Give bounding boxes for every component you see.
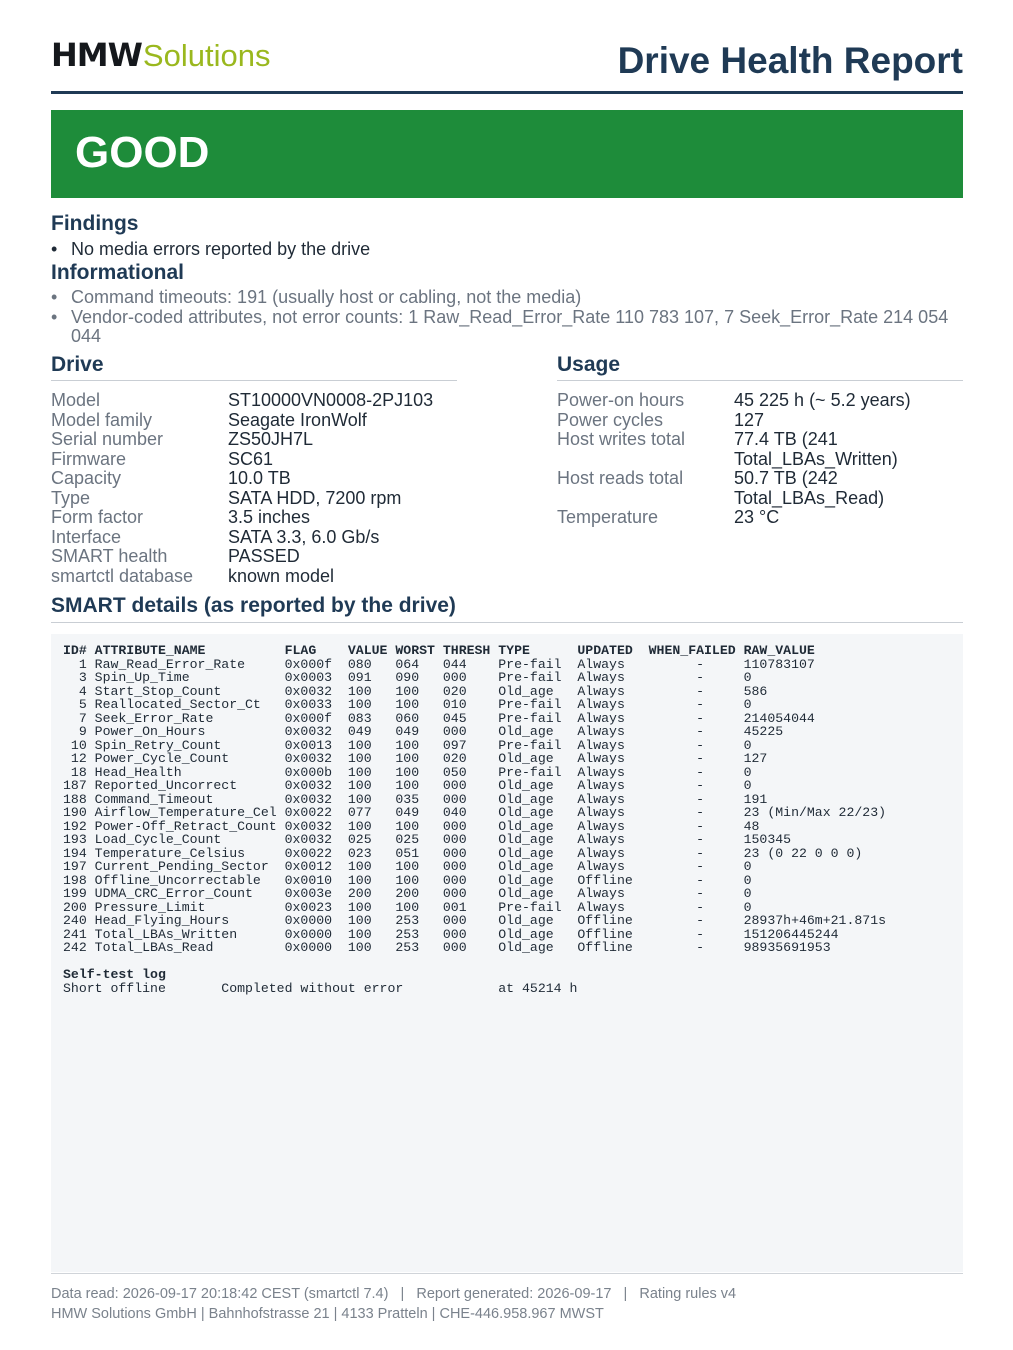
report-footer bbox=[51, 1284, 736, 1324]
smart-table-row: 10 Spin_Retry_Count 0x0013 100 100 097 Pre-fail Always - 0 bbox=[63, 737, 752, 753]
drive-row bbox=[51, 450, 501, 470]
drive-row bbox=[51, 528, 501, 548]
usage-title: Usage bbox=[557, 353, 621, 376]
drive-label: Model bbox=[51, 390, 101, 410]
informational-title: Informational bbox=[51, 261, 185, 284]
findings-list bbox=[51, 240, 963, 260]
smart-table-row: 240 Head_Flying_Hours 0x0000 100 253 000 Old_age Offline - 28937h+46m+21.871s bbox=[63, 913, 887, 928]
drive-value: 10.0 TB bbox=[228, 468, 291, 488]
drive-table bbox=[51, 391, 501, 586]
smart-table-row: 242 Total_LBAs_Read 0x0000 100 253 000 Old_age Offline - 98935691953 bbox=[63, 940, 831, 955]
usage-row bbox=[557, 391, 963, 411]
smart-table-row: 200 Pressure_Limit 0x0023 100 100 001 Pre-fail Always - 0 bbox=[63, 899, 752, 915]
usage-value: 77.4 TB (241 Total_LBAs_Written) bbox=[734, 429, 898, 469]
selftest-entry: Short offline Completed without error at 45214 h bbox=[63, 980, 578, 996]
footer-divider bbox=[51, 1273, 963, 1274]
drive-label: Firmware bbox=[51, 448, 126, 469]
drive-value: SATA 3.3, 6.0 Gb/s bbox=[228, 526, 380, 547]
drive-label: Capacity bbox=[51, 468, 122, 488]
smart-table-row: 7 Seek_Error_Rate 0x000f 083 060 045 Pre-fail Always - 214054044 bbox=[63, 710, 815, 726]
drive-row bbox=[51, 567, 501, 587]
smart-table-row: 241 Total_LBAs_Written 0x0000 100 253 000 Old_age Offline - 151206445244 bbox=[63, 926, 839, 942]
smart-table-header: ID# ATTRIBUTE_NAME FLAG VALUE WORST THRESH TYPE UPDATED WHEN_FAILED RAW_VALUE bbox=[63, 643, 815, 658]
report-title: Drive Health Report bbox=[617, 40, 963, 81]
usage-label: Host reads total bbox=[557, 468, 684, 488]
usage-row bbox=[557, 508, 963, 528]
informational-list bbox=[51, 288, 956, 347]
smart-details-box bbox=[51, 634, 963, 1272]
drive-row bbox=[51, 411, 501, 431]
usage-value: 45 225 h (~ 5.2 years) bbox=[734, 390, 911, 410]
smart-table-row: 194 Temperature_Celsius 0x0022 023 051 000 Old_age Always - 23 (0 22 0 0 0) bbox=[63, 845, 863, 861]
usage-divider bbox=[557, 380, 963, 381]
informational-item: • Vendor-coded attributes, not error counts: 1 Raw_Read_Error_Rate 110 783 107, 7 Seek_Error_Rate 214 054 044 bbox=[51, 308, 956, 347]
usage-row bbox=[557, 411, 963, 431]
informational-item: • Command timeouts: 191 (usually host or cabling, not the media) bbox=[51, 288, 956, 308]
findings-item: • No media errors reported by the drive bbox=[51, 240, 963, 260]
usage-value: 127 bbox=[734, 409, 765, 430]
drive-label: SMART health bbox=[51, 546, 168, 566]
usage-label: Temperature bbox=[557, 507, 659, 527]
smart-table-row: 3 Spin_Up_Time 0x0003 091 090 000 Pre-fail Always - 0 bbox=[63, 670, 752, 685]
drive-value: known model bbox=[228, 565, 335, 586]
smart-table-row: 5 Reallocated_Sector_Ct 0x0033 100 100 010 Pre-fail Always - 0 bbox=[63, 697, 752, 712]
usage-label: Power-on hours bbox=[557, 390, 685, 410]
drive-value: 3.5 inches bbox=[228, 507, 311, 527]
drive-row bbox=[51, 489, 501, 509]
smart-table-row: 199 UDMA_CRC_Error_Count 0x003e 200 200 000 Old_age Always - 0 bbox=[63, 886, 752, 901]
smart-table-row: 9 Power_On_Hours 0x0032 049 049 000 Old_age Always - 45225 bbox=[63, 724, 784, 739]
drive-row bbox=[51, 547, 501, 567]
drive-label: Model family bbox=[51, 409, 153, 430]
smart-table-row: 18 Head_Health 0x000b 100 100 050 Pre-fail Always - 0 bbox=[63, 764, 752, 780]
smart-table-row: 188 Command_Timeout 0x0032 100 035 000 Old_age Always - 191 bbox=[63, 791, 768, 807]
drive-label: Interface bbox=[51, 526, 122, 547]
drive-row bbox=[51, 430, 501, 450]
drive-row bbox=[51, 508, 501, 528]
smart-table-row: 190 Airflow_Temperature_Cel 0x0022 077 049 040 Old_age Always - 23 (Min/Max 22/23) bbox=[63, 805, 887, 820]
smart-divider bbox=[51, 622, 963, 623]
usage-label: Power cycles bbox=[557, 409, 664, 430]
usage-value: 50.7 TB (242 Total_LBAs_Read) bbox=[734, 468, 885, 508]
company-logo bbox=[51, 36, 270, 76]
drive-row bbox=[51, 469, 501, 489]
drive-divider bbox=[51, 380, 457, 381]
status-banner bbox=[51, 110, 963, 198]
smart-table-row: 12 Power_Cycle_Count 0x0032 100 100 020 Old_age Always - 127 bbox=[63, 751, 768, 766]
smart-table-row: 197 Current_Pending_Sector 0x0012 100 100 000 Old_age Always - 0 bbox=[63, 859, 752, 874]
drive-label: Type bbox=[51, 487, 91, 508]
drive-label: smartctl database bbox=[51, 565, 194, 586]
drive-label: Form factor bbox=[51, 507, 144, 527]
smart-table-row: 1 Raw_Read_Error_Rate 0x000f 080 064 044 Pre-fail Always - 110783107 bbox=[63, 656, 815, 672]
status-text: GOOD bbox=[75, 128, 210, 177]
usage-value: 23 °C bbox=[734, 507, 780, 527]
header-divider bbox=[51, 91, 963, 94]
smart-table-row: 198 Offline_Uncorrectable 0x0010 100 100 000 Old_age Offline - 0 bbox=[63, 872, 752, 888]
usage-label: Host writes total bbox=[557, 429, 686, 449]
footer-line-2: HMW Solutions GmbH | Bahnhofstrasse 21 | 4133 Pratteln | CHE-446.958.967 MWST bbox=[51, 1306, 604, 1322]
usage-row bbox=[557, 469, 963, 508]
report-header bbox=[51, 28, 963, 92]
smart-table-row: 193 Load_Cycle_Count 0x0032 025 025 000 Old_age Always - 150345 bbox=[63, 832, 792, 847]
logo-word: Solutions bbox=[142, 38, 271, 73]
logo-mark: HMW bbox=[51, 36, 142, 74]
findings-title: Findings bbox=[51, 212, 139, 235]
drive-value: PASSED bbox=[228, 546, 300, 566]
drive-row bbox=[51, 391, 501, 411]
drive-label: Serial number bbox=[51, 429, 164, 449]
smart-table-row: 192 Power-Off_Retract_Count 0x0032 100 100 000 Old_age Always - 48 bbox=[63, 818, 760, 834]
selftest-title: Self-test log bbox=[63, 967, 166, 982]
selftest-log bbox=[63, 968, 577, 995]
usage-row bbox=[557, 430, 963, 469]
drive-value: SC61 bbox=[228, 448, 274, 469]
smart-title: SMART details (as reported by the drive) bbox=[51, 594, 456, 617]
usage-table bbox=[557, 391, 963, 528]
drive-value: ST10000VN0008-2PJ103 bbox=[228, 390, 434, 410]
drive-value: SATA HDD, 7200 rpm bbox=[228, 487, 402, 508]
drive-value: Seagate IronWolf bbox=[228, 409, 367, 430]
smart-table-row: 187 Reported_Uncorrect 0x0032 100 100 000 Old_age Always - 0 bbox=[63, 778, 752, 793]
smart-attribute-table bbox=[63, 644, 886, 955]
drive-value: ZS50JH7L bbox=[228, 429, 314, 449]
smart-table-row: 4 Start_Stop_Count 0x0032 100 100 020 Old_age Always - 586 bbox=[63, 683, 768, 699]
footer-line-1: Data read: 2026-09-17 20:18:42 CEST (smartctl 7.4) | Report generated: 2026-09-17 | Rating rules v4 bbox=[51, 1286, 737, 1302]
drive-title: Drive bbox=[51, 353, 104, 376]
